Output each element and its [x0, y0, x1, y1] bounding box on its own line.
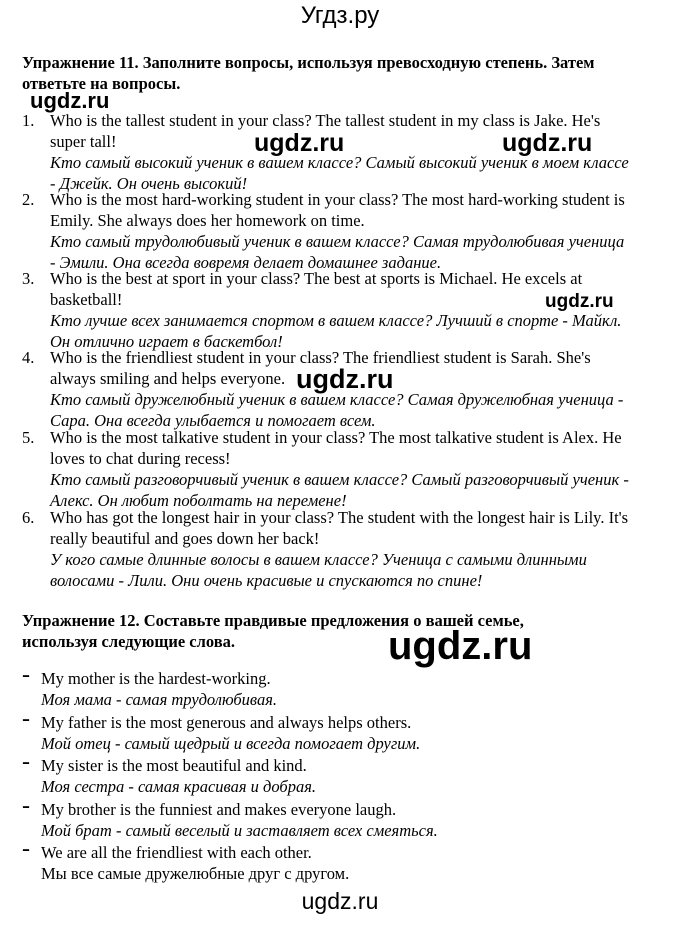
item-russian: Моя сестра - самая красивая и добрая. — [41, 777, 316, 796]
dash-bullet: - — [22, 662, 30, 688]
item-english: My father is the most generous and always helps others. — [41, 713, 412, 732]
item-number: 3. — [22, 269, 35, 288]
watermark: ugdz.ru — [545, 291, 614, 312]
item-russian: Мы все самые дружелюбные друг с другом. — [41, 864, 350, 883]
item-english: We are all the friendliest with each other. — [41, 843, 312, 862]
site-title: Угдз.ру — [300, 2, 380, 29]
item-russian: Моя мама - самая трудолюбивая. — [41, 690, 278, 709]
item-russian: Кто самый разговорчивый ученик в вашем классе? Самый разговорчивый ученик - Алекс. Он любит поболтать на перемене! — [50, 470, 629, 510]
watermark: ugdz.ru — [296, 364, 394, 394]
item-russian: Кто самый высокий ученик в вашем классе? Самый высокий ученик в моем классе - Джейк. Он очень высокий! — [50, 153, 629, 193]
item-english: Who is the most talkative student in your class? The most talkative student is Alex. He loves to chat during recess! — [50, 428, 622, 468]
item-english: My sister is the most beautiful and kind. — [41, 756, 307, 775]
item-number: 6. — [22, 508, 35, 527]
item-english: Who has got the longest hair in your class? The student with the longest hair is Lily. It's really beautiful and goes down her back! — [50, 508, 629, 548]
watermark: ugdz.ru — [30, 88, 110, 113]
item-number: 2. — [22, 190, 35, 209]
exercise-12-heading: Упражнение 12. Составьте правдивые предложения о вашей семье, используя следующие слова. — [22, 611, 524, 651]
item-russian: Кто самый дружелюбный ученик в вашем классе? Самая дружелюбная ученица - Сара. Она всегда улыбается и помогает всем. — [50, 390, 624, 430]
item-english: My mother is the hardest-working. — [41, 669, 271, 688]
footer-site-name: ugdz.ru — [301, 888, 379, 914]
item-english: My brother is the funniest and makes everyone laugh. — [41, 800, 397, 819]
item-number: 4. — [22, 348, 35, 367]
watermark: ugdz.ru — [388, 624, 533, 668]
item-russian: Мой отец - самый щедрый и всегда помогает другим. — [41, 734, 421, 753]
item-english: Who is the best at sport in your class? The best at sports is Michael. He excels at basketball! — [50, 269, 583, 309]
dash-bullet: - — [22, 793, 30, 819]
item-english: Who is the friendliest student in your class? The friendliest student is Sarah. She's always smiling and helps everyone. — [50, 348, 591, 388]
item-english: Who is the tallest student in your class? The tallest student in my class is Jake. He's super tall! — [50, 111, 601, 151]
watermark: ugdz.ru — [502, 129, 593, 157]
item-russian: Кто самый трудолюбивый ученик в вашем классе? Самая трудолюбивая ученица - Эмили. Она всегда вовремя делает домашнее задание. — [50, 232, 625, 272]
item-russian: Кто лучше всех занимается спортом в вашем классе? Лучший в спорте - Майкл. Он отлично играет в баскетбол! — [50, 311, 622, 351]
dash-bullet: - — [22, 836, 30, 862]
item-russian: У кого самые длинные волосы в вашем классе? Ученица с самыми длинными волосами - Лили. Они очень красивые и спускаются по спине! — [50, 550, 587, 590]
item-number: 1. — [22, 111, 35, 130]
dash-bullet: - — [22, 706, 30, 732]
dash-bullet: - — [22, 749, 30, 775]
watermark: ugdz.ru — [254, 129, 345, 157]
item-english: Who is the most hard-working student in your class? The most hard-working student is Emily. She always does her homework on time. — [50, 190, 625, 230]
exercise-11-heading: Упражнение 11. Заполните вопросы, используя превосходную степень. Затем ответьте на вопросы. — [22, 53, 595, 93]
item-russian: Мой брат - самый веселый и заставляет всех смеяться. — [41, 821, 438, 840]
item-number: 5. — [22, 428, 35, 447]
